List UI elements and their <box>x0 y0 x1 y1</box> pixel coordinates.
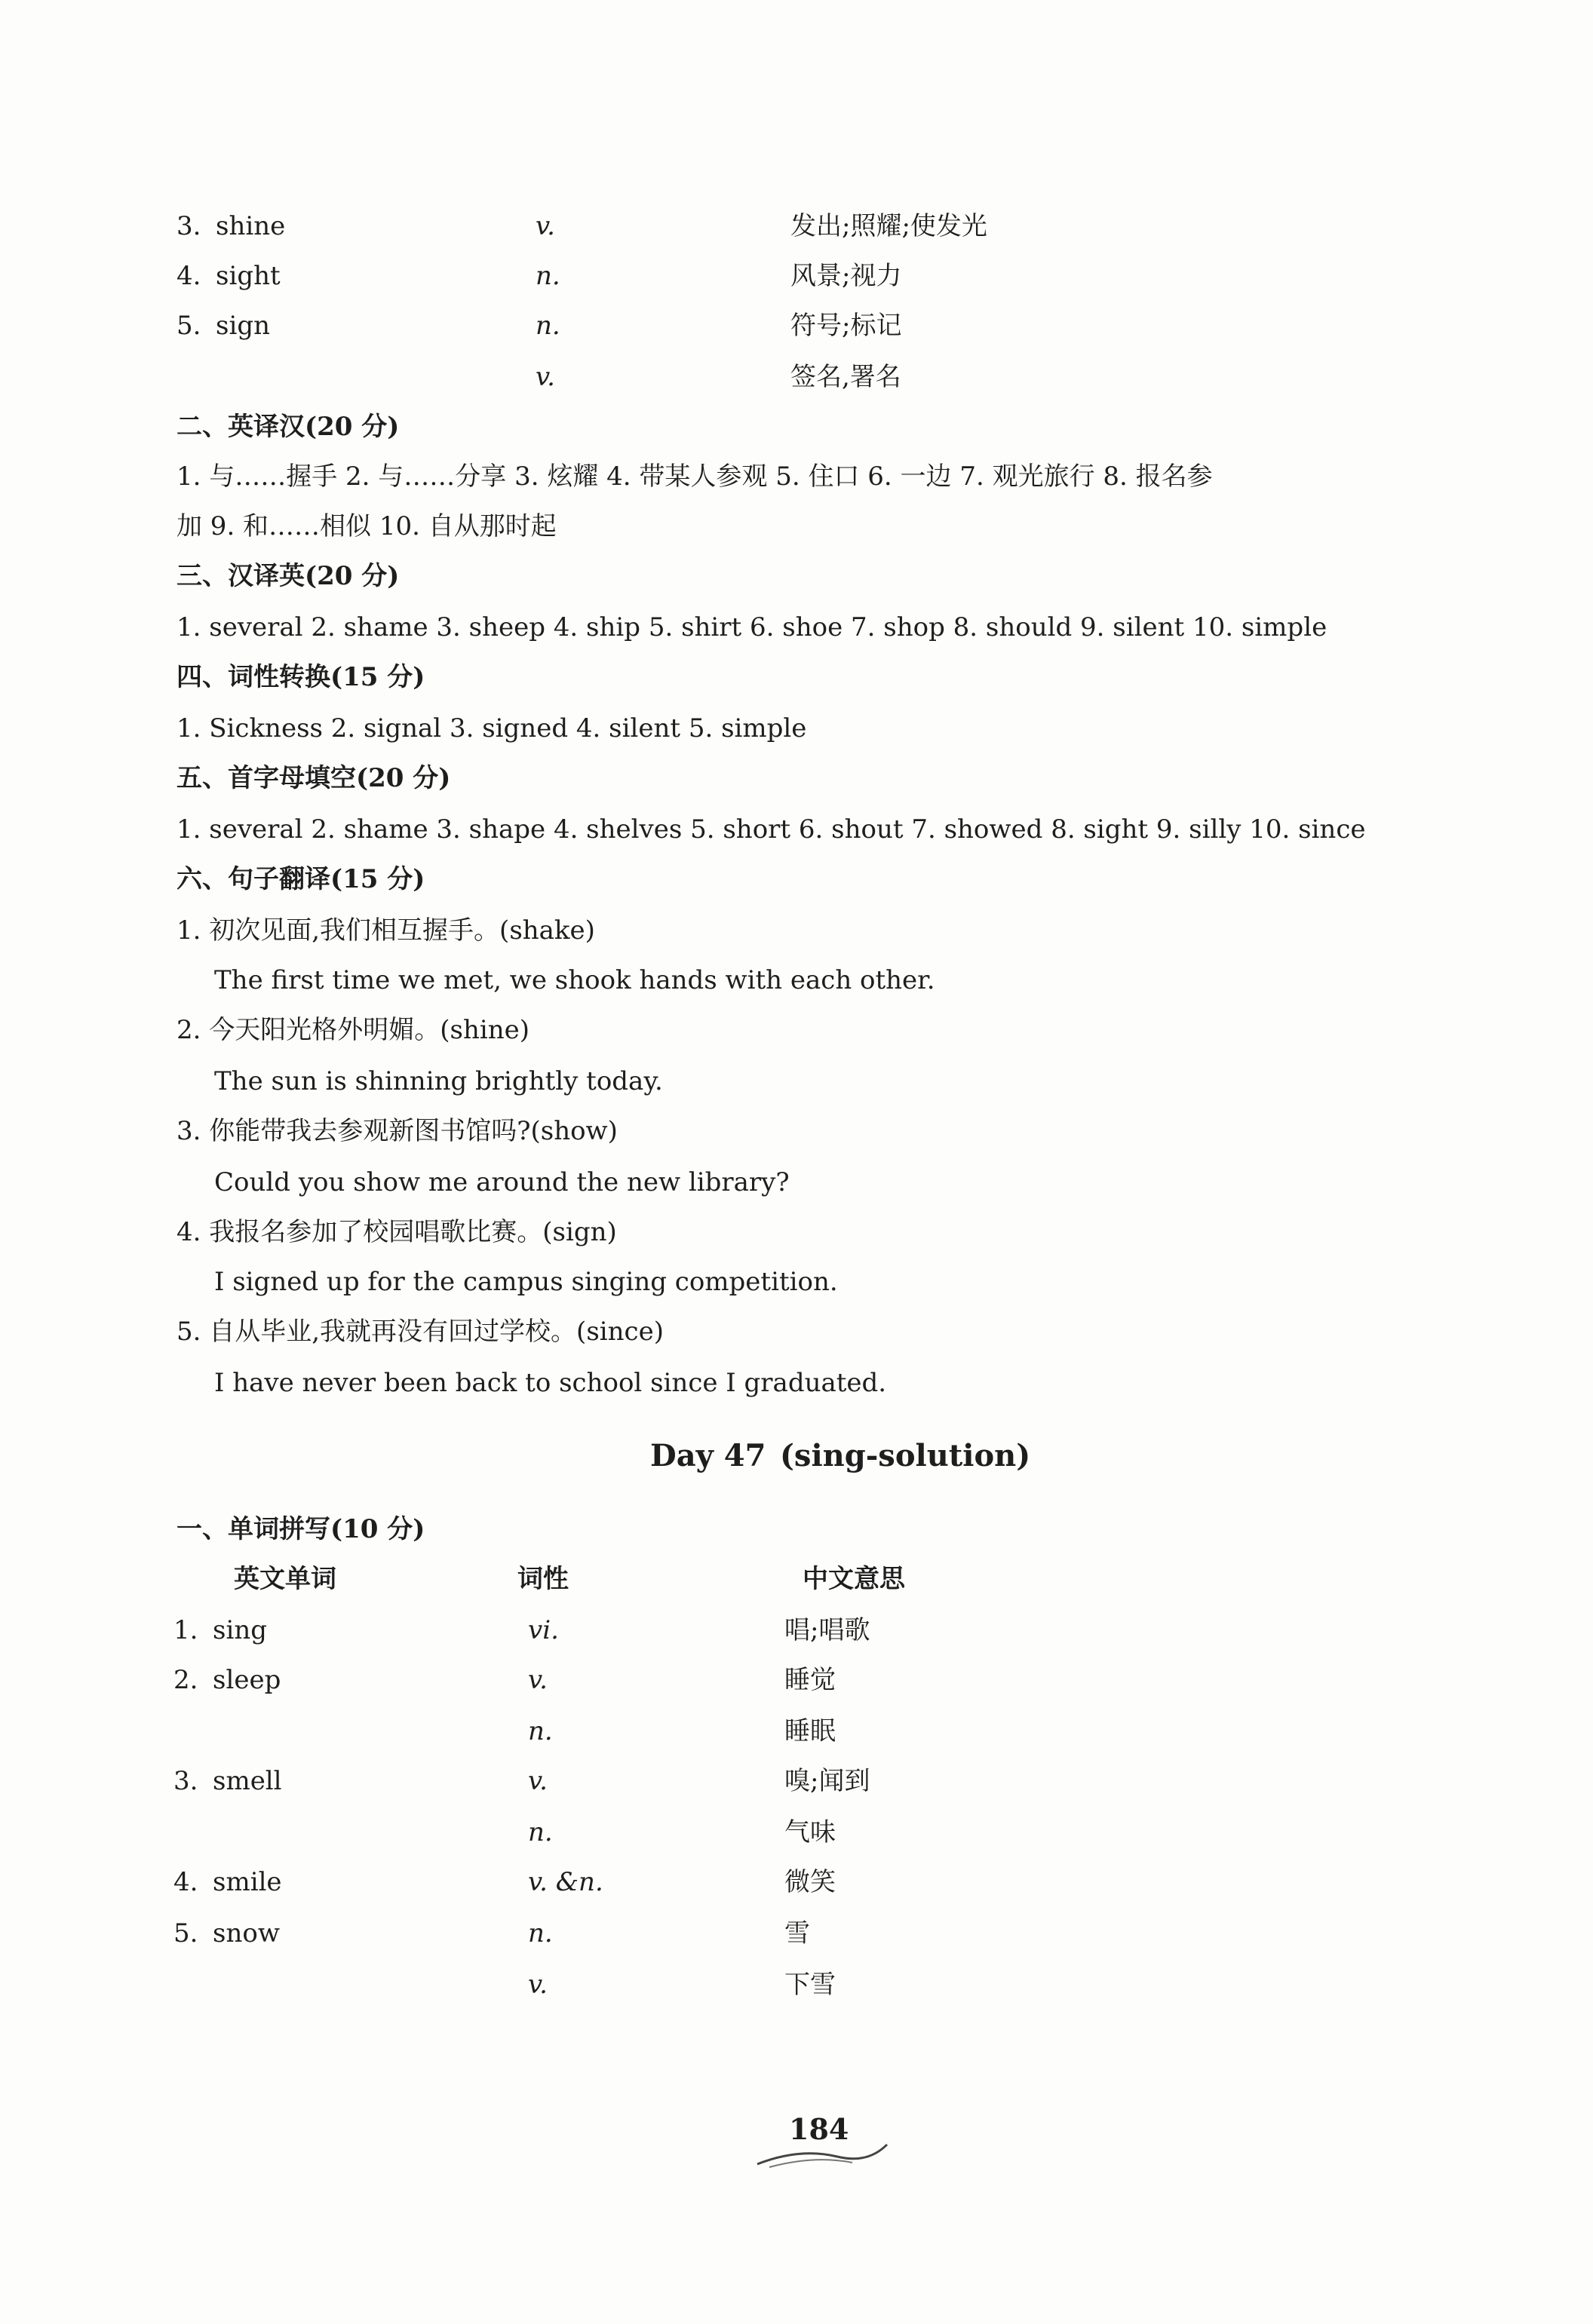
vocab-pos: n. <box>528 1918 553 1948</box>
day-subtitle: (sing-solution) <box>780 1438 1031 1473</box>
answer-line: 1. Sickness 2. signal 3. signed 4. silent 5. simple <box>176 713 807 743</box>
answer-line: 1. several 2. shame 3. shape 4. shelves 5. short 6. shout 7. showed 8. sight 9. silly 10. since <box>176 814 1366 845</box>
vocab-word: shine <box>216 211 286 241</box>
vocab-pos: vi. <box>528 1615 559 1645</box>
answer-line: 加 9. 和……相似 10. 自从那时起 <box>176 511 557 541</box>
vocab-meaning: 下雪 <box>784 1970 836 2000</box>
translation-prompt: 5. 自从毕业,我就再没有回过学校。(since) <box>176 1317 664 1347</box>
vocab-meaning: 风景;视力 <box>790 261 902 291</box>
vocab-pos: v. <box>536 211 555 241</box>
vocab-num: 4. <box>176 261 201 291</box>
section-heading-word-form: 四、词性转换(15 分) <box>176 662 425 692</box>
vocab-pos: v. <box>528 1766 548 1796</box>
section-heading-spelling: 一、单词拼写(10 分) <box>176 1514 425 1544</box>
day-title: Day 47 <box>650 1438 766 1473</box>
col-header-pos: 词性 <box>517 1564 569 1594</box>
vocab-pos: n. <box>536 311 560 341</box>
translation-prompt: 4. 我报名参加了校园唱歌比赛。(sign) <box>176 1217 617 1247</box>
vocab-pos: v. <box>528 1665 548 1695</box>
translation-answer: I signed up for the campus singing competition. <box>214 1267 838 1297</box>
vocab-meaning: 雪 <box>784 1918 810 1948</box>
answer-line: 1. several 2. shame 3. sheep 4. ship 5. shirt 6. shoe 7. shop 8. should 9. silent 10. simple <box>176 612 1328 642</box>
vocab-meaning: 气味 <box>784 1817 836 1847</box>
translation-prompt: 2. 今天阳光格外明媚。(shine) <box>176 1015 530 1045</box>
translation-answer: Could you show me around the new library? <box>214 1167 790 1197</box>
vocab-num: 3. <box>173 1766 198 1796</box>
col-header-meaning: 中文意思 <box>803 1564 905 1594</box>
vocab-meaning: 符号;标记 <box>790 311 902 341</box>
vocab-meaning: 微笑 <box>784 1867 836 1897</box>
vocab-meaning: 睡觉 <box>784 1665 836 1695</box>
vocab-num: 5. <box>176 311 201 341</box>
vocab-word: sign <box>216 311 270 341</box>
col-header-word: 英文单词 <box>234 1564 336 1594</box>
vocab-pos: n. <box>528 1716 553 1746</box>
vocab-word: snow <box>213 1918 280 1948</box>
translation-answer: The sun is shinning brightly today. <box>214 1066 663 1096</box>
vocab-num: 3. <box>176 211 201 241</box>
vocab-pos: v. <box>536 362 555 392</box>
vocab-meaning: 唱;唱歌 <box>784 1615 870 1645</box>
vocab-word: smile <box>213 1867 282 1897</box>
answer-line: 1. 与……握手 2. 与……分享 3. 炫耀 4. 带某人参观 5. 住口 6. 一边 7. 观光旅行 8. 报名参 <box>176 461 1213 492</box>
section-heading-en-to-cn: 二、英译汉(20 分) <box>176 412 400 442</box>
vocab-word: smell <box>213 1766 282 1796</box>
translation-answer: The first time we met, we shook hands with each other. <box>214 965 935 995</box>
vocab-pos: n. <box>528 1817 553 1847</box>
vocab-word: sleep <box>213 1665 281 1695</box>
vocab-word: sing <box>213 1615 267 1645</box>
vocab-num: 4. <box>173 1867 198 1897</box>
vocab-meaning: 签名,署名 <box>790 362 901 392</box>
section-heading-cn-to-en: 三、汉译英(20 分) <box>176 561 400 591</box>
vocab-pos: v. &n. <box>528 1867 603 1897</box>
section-heading-initial-letter: 五、首字母填空(20 分) <box>176 763 451 793</box>
vocab-meaning: 嗅;闻到 <box>784 1766 870 1796</box>
translation-answer: I have never been back to school since I graduated. <box>214 1368 887 1398</box>
section-heading-translation: 六、句子翻译(15 分) <box>176 864 425 894</box>
vocab-word: sight <box>216 261 281 291</box>
vocab-meaning: 发出;照耀;使发光 <box>790 211 987 241</box>
page-number-swoosh-icon <box>754 2142 890 2172</box>
vocab-pos: v. <box>528 1970 548 2000</box>
vocab-num: 1. <box>173 1615 198 1645</box>
vocab-num: 2. <box>173 1665 198 1695</box>
vocab-meaning: 睡眠 <box>784 1716 836 1746</box>
translation-prompt: 3. 你能带我去参观新图书馆吗?(show) <box>176 1116 618 1146</box>
vocab-num: 5. <box>173 1918 198 1948</box>
page-number: 184 <box>789 2112 849 2146</box>
vocab-pos: n. <box>536 261 560 291</box>
translation-prompt: 1. 初次见面,我们相互握手。(shake) <box>176 915 595 946</box>
